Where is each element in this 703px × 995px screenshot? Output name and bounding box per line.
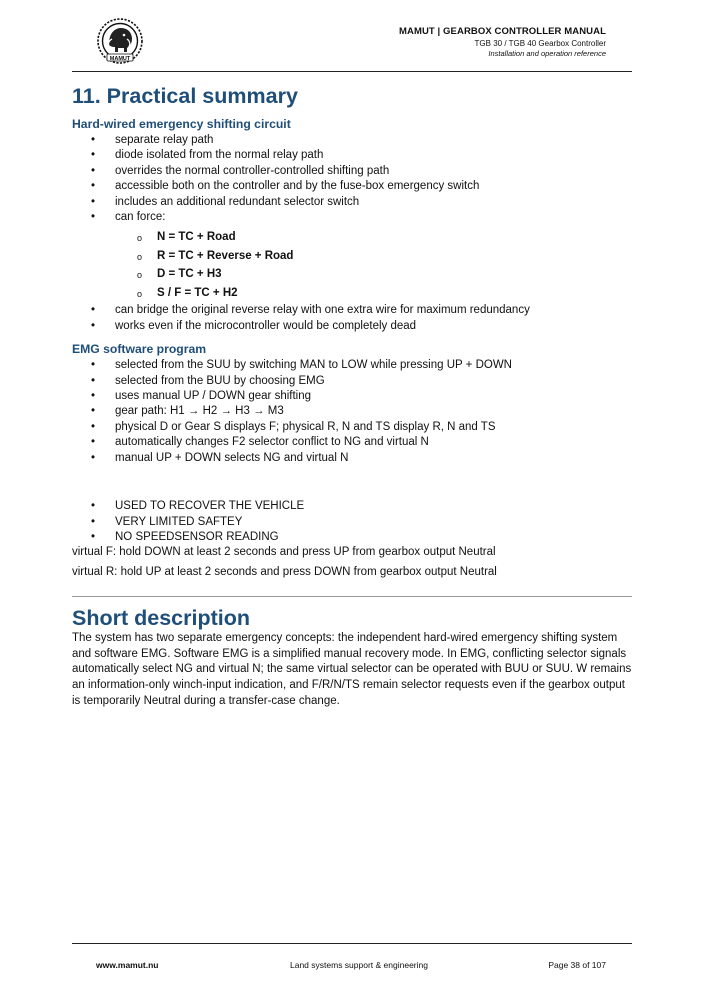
list-item: • selected from the BUU by choosing EMG	[72, 374, 632, 389]
list-item: • uses manual UP / DOWN gear shifting	[72, 389, 632, 404]
force-list	[115, 228, 632, 302]
header-divider	[72, 71, 632, 72]
list-item: • separate relay path	[72, 133, 632, 148]
section-divider	[72, 596, 632, 597]
hardwired-list	[72, 133, 632, 334]
mamut-logo-icon	[94, 17, 146, 65]
list-item: • manual UP + DOWN selects NG and virtual N	[72, 451, 632, 466]
force-item: o R = TC + Reverse + Road	[115, 247, 632, 266]
list-item: • works even if the microcontroller would be completely dead	[72, 319, 632, 334]
emg-heading: EMG software program	[72, 342, 207, 357]
footer-center-text: Land systems support & engineering	[290, 960, 428, 970]
page-number: Page 38 of 107	[548, 960, 606, 970]
warning-list	[72, 499, 632, 545]
list-item: • overrides the normal controller-controlled shifting path	[72, 164, 632, 179]
footer-website-link[interactable]: www.mamut.nu	[96, 960, 159, 970]
short-description-title: Short description	[72, 606, 250, 631]
force-item: o N = TC + Road	[115, 228, 632, 247]
force-item: o S / F = TC + H2	[115, 284, 632, 303]
footer-divider	[72, 943, 632, 944]
spacer	[72, 466, 632, 499]
manual-tagline: Installation and operation reference	[488, 49, 606, 58]
manual-subtitle: TGB 30 / TGB 40 Gearbox Controller	[474, 39, 606, 48]
page-header	[399, 26, 606, 58]
short-description-text: The system has two separate emergency concepts: the independent hard-wired emergency shifting system and software EMG. Software EMG is a simplified manual recovery mode. In EMG, conflicting selector signals automatically select NG and virtual N; the same virtual selector can be operated with BUU or SUU. W remains an information-only winch-input indication, and F/R/N/TS remain selector requests even if the gearbox output is temporarily Neutral during a transfer-case change.	[72, 632, 632, 707]
warning-item: • VERY LIMITED SAFTEY	[72, 515, 632, 530]
force-item: o D = TC + H3	[115, 265, 632, 284]
can-force-label: can force:	[115, 211, 166, 224]
hardwired-heading: Hard-wired emergency shifting circuit	[72, 117, 291, 131]
list-item: • includes an additional redundant selector switch	[72, 195, 632, 210]
list-item: • diode isolated from the normal relay path	[72, 148, 632, 163]
virtual-f-text: virtual F: hold DOWN at least 2 seconds and press UP from gearbox output Neutral	[72, 546, 496, 559]
manual-title: MAMUT | GEARBOX CONTROLLER MANUAL	[398, 26, 606, 37]
list-item: • selected from the SUU by switching MAN to LOW while pressing UP + DOWN	[72, 358, 632, 373]
list-item: • automatically changes F2 selector conflict to NG and virtual N	[72, 435, 632, 450]
page-content	[72, 83, 632, 709]
emg-list	[72, 358, 632, 466]
warning-item: • USED TO RECOVER THE VEHICLE	[72, 499, 632, 514]
list-item: • physical D or Gear S displays F; physical R, N and TS display R, N and TS	[72, 420, 632, 435]
list-item: • gear path: H1 → H2 → H3 → M3	[72, 404, 632, 419]
logo-text: MAMUT	[109, 56, 131, 62]
warning-item: • NO SPEEDSENSOR READING	[72, 530, 632, 545]
section-title: 11. Practical summary	[72, 84, 298, 108]
list-item	[72, 210, 632, 302]
list-item: • accessible both on the controller and by the fuse-box emergency switch	[72, 179, 632, 194]
list-item: • can bridge the original reverse relay with one extra wire for maximum redundancy	[72, 303, 632, 318]
virtual-r-text: virtual R: hold UP at least 2 seconds and press DOWN from gearbox output Neutral	[72, 565, 497, 578]
